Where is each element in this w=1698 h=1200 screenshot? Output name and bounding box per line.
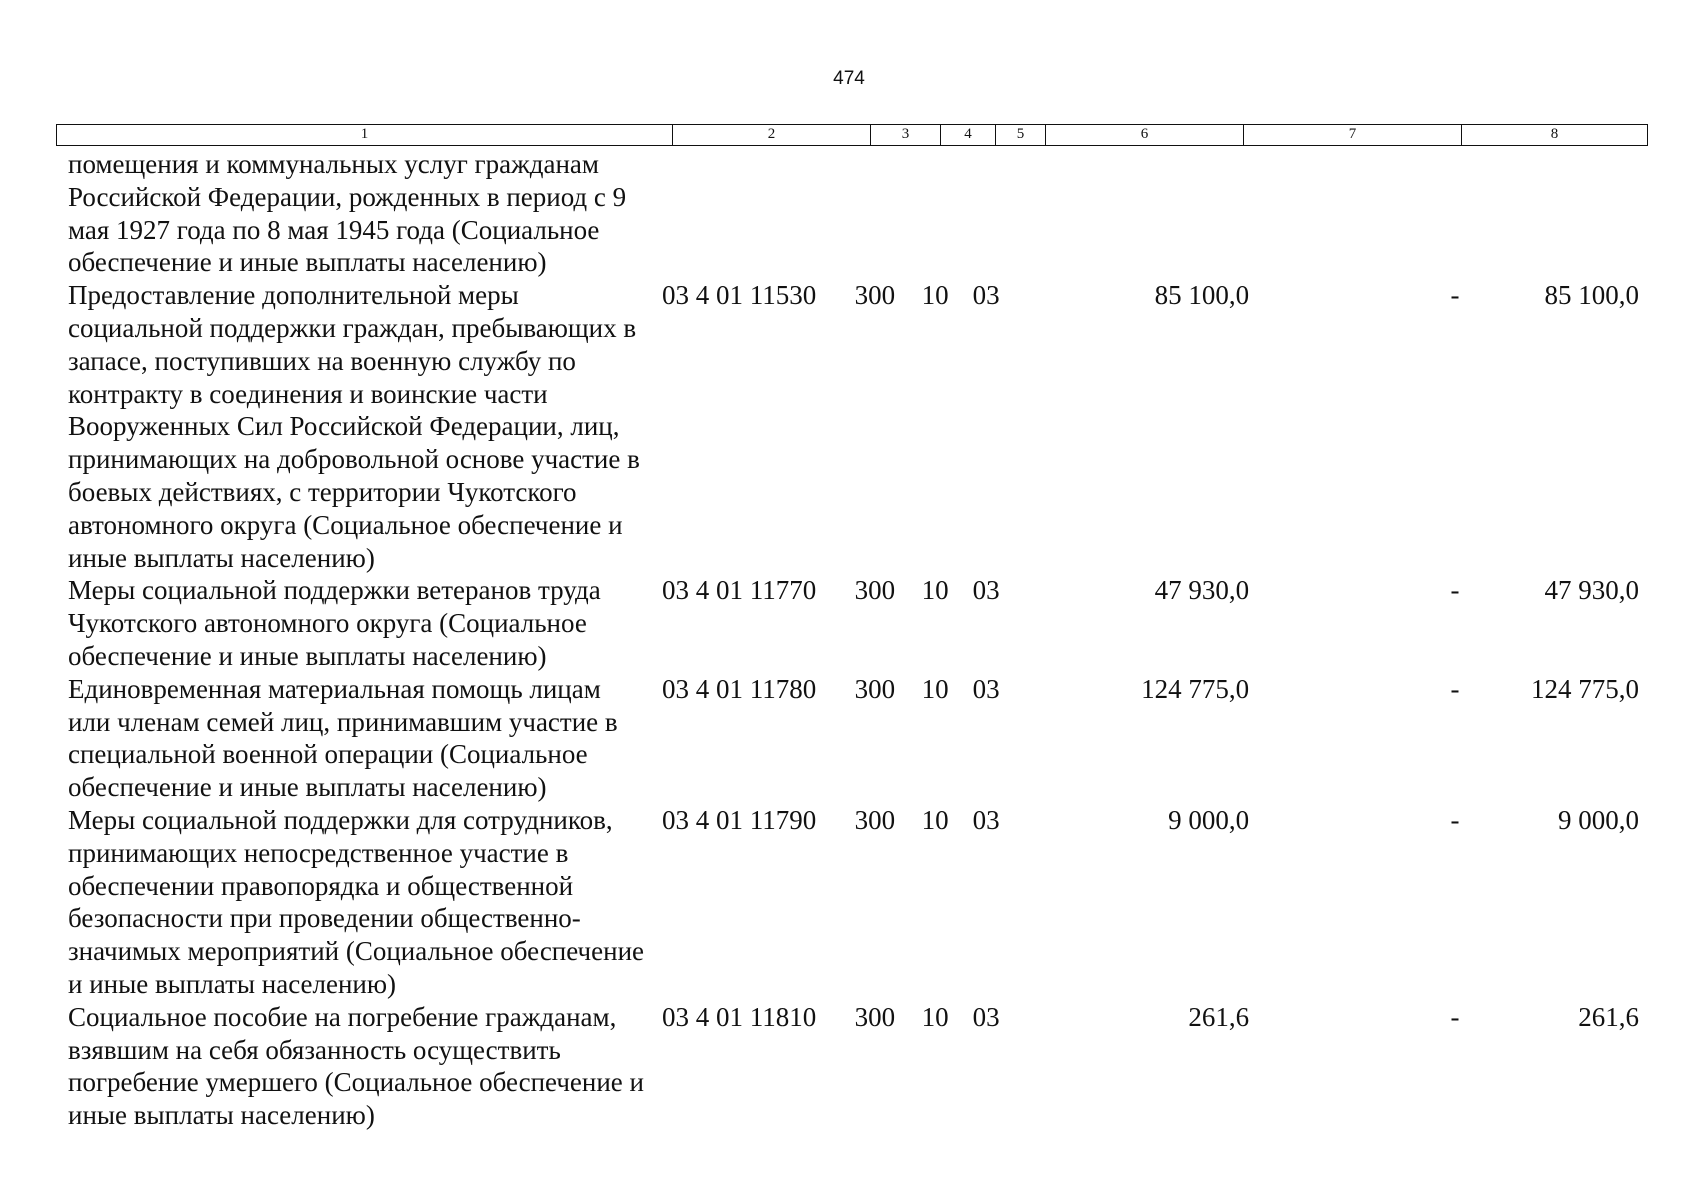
column-header-1: 1 <box>57 125 673 145</box>
table-row <box>56 804 1648 1001</box>
column-header-3: 3 <box>871 125 941 145</box>
row-col5: 03 <box>972 1001 1000 1032</box>
row-col7: - <box>1450 575 1460 606</box>
row-code: 03 4 01 11770 <box>662 575 817 606</box>
table-row <box>56 574 1648 672</box>
column-header-5: 5 <box>996 125 1046 145</box>
row-code: 03 4 01 11810 <box>662 1001 817 1032</box>
row-col4: 10 <box>921 673 949 704</box>
row-col4 <box>909 148 962 279</box>
row-col8: 9 000,0 <box>1558 804 1640 835</box>
table-row <box>56 1001 1648 1132</box>
row-col8: 261,6 <box>1578 1001 1640 1032</box>
column-header-4: 4 <box>941 125 996 145</box>
row-description: Меры социальной поддержки ветеранов труда Чукотского автономного округа (Социальное обеспечение и иные выплаты населению) <box>68 575 601 671</box>
row-code: 03 4 01 11790 <box>662 804 817 835</box>
row-col6: 9 000,0 <box>1168 804 1250 835</box>
row-col7: - <box>1450 1001 1460 1032</box>
column-header-6: 6 <box>1046 125 1244 145</box>
row-col7: - <box>1450 804 1460 835</box>
row-col4: 10 <box>921 280 949 311</box>
row-col4: 10 <box>921 575 949 606</box>
row-col3: 300 <box>854 673 896 704</box>
row-description: помещения и коммунальных услуг гражданам Российской Федерации, рожденных в период с 9 мая 1927 года по 8 мая 1945 года (Социальное обеспечение и иные выплаты населению) <box>68 149 627 278</box>
row-description: Меры социальной поддержки для сотрудников, принимающих непосредственное участие в обеспечении правопорядка и общественной безопасности при проведении общественно-значимых мероприятий (Социальное обеспечение и иные выплаты населению) <box>68 804 645 999</box>
row-col6: 47 930,0 <box>1154 575 1250 606</box>
row-col3: 300 <box>854 804 896 835</box>
column-header-7: 7 <box>1244 125 1462 145</box>
row-col3: 300 <box>854 280 896 311</box>
page-number: 474 <box>833 68 865 89</box>
row-col5: 03 <box>972 280 1000 311</box>
row-description: Социальное пособие на погребение гражданам, взявшим на себя обязанность осуществить погребение умершего (Социальное обеспечение и иные выплаты населению) <box>68 1001 644 1131</box>
row-col4: 10 <box>921 804 949 835</box>
table-row <box>56 279 1648 574</box>
row-col6 <box>1068 148 1259 279</box>
row-code: 03 4 01 11780 <box>662 673 817 704</box>
row-col5: 03 <box>972 673 1000 704</box>
row-col7: - <box>1450 280 1460 311</box>
row-code: 03 4 01 11530 <box>662 280 817 311</box>
row-description: Предоставление дополнительной меры социальной поддержки граждан, пребывающих в запасе, поступивших на военную службу по контракту в соединения и воинские части Вооруженных Сил Российской Федерации, лиц, принимающих на добровольной основе участие в боевых действиях, с территории Чукотского автономного округа (Социальное обеспечение и иные выплаты населению) <box>68 280 640 573</box>
row-col8: 85 100,0 <box>1544 280 1640 311</box>
row-description: Единовременная материальная помощь лицам или членам семей лиц, принимавшим участие в специальной военной операции (Социальное обеспечение и иные выплаты населению) <box>68 673 618 803</box>
row-col3 <box>841 148 908 279</box>
row-col5: 03 <box>972 804 1000 835</box>
column-header-8: 8 <box>1550 126 1559 142</box>
row-col8 <box>1469 148 1648 279</box>
row-col6: 261,6 <box>1188 1001 1250 1032</box>
row-col6: 124 775,0 <box>1141 673 1250 704</box>
row-col6: 85 100,0 <box>1154 280 1250 311</box>
table-body <box>56 148 1648 1132</box>
row-col3: 300 <box>854 575 896 606</box>
column-header-2: 2 <box>673 125 871 145</box>
row-col8: 47 930,0 <box>1544 575 1640 606</box>
row-col8: 124 775,0 <box>1531 673 1640 704</box>
row-col3: 300 <box>854 1001 896 1032</box>
table-row <box>56 673 1648 804</box>
table-row <box>56 148 1648 279</box>
row-col7: - <box>1450 673 1460 704</box>
row-col5: 03 <box>972 575 1000 606</box>
row-col7 <box>1259 148 1469 279</box>
row-col4: 10 <box>921 1001 949 1032</box>
row-col5 <box>962 148 1068 279</box>
row-code <box>650 148 841 279</box>
table-header <box>56 124 1648 146</box>
